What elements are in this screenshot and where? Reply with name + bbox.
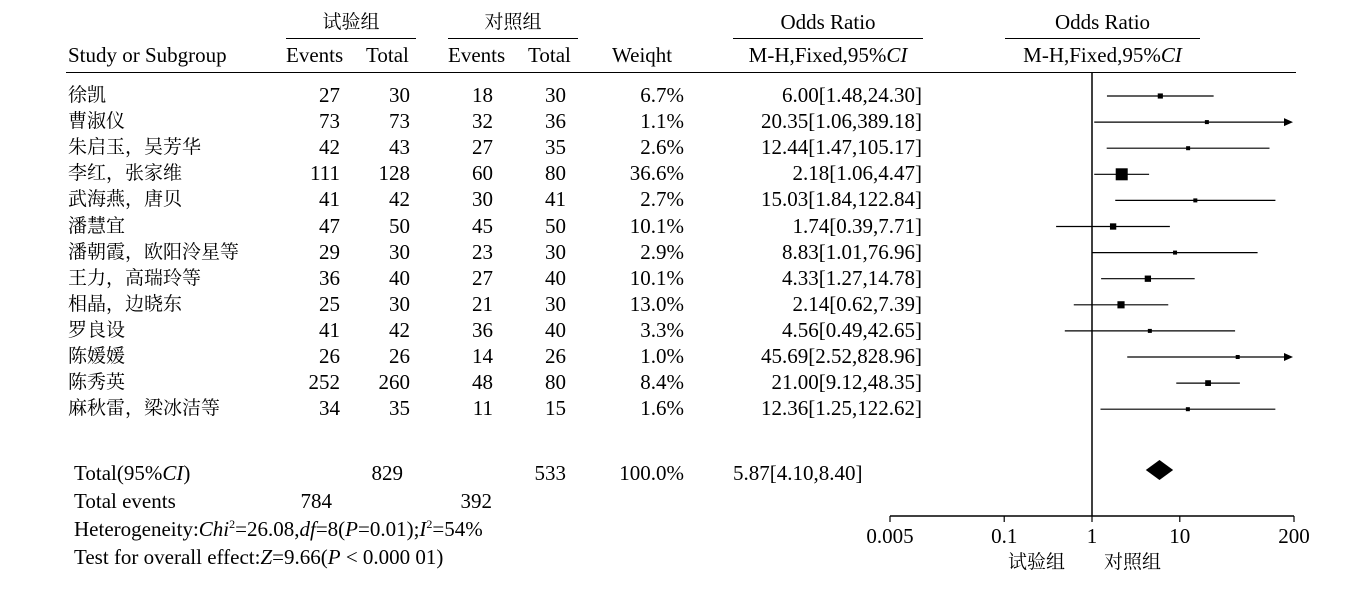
ctrl-total: 15 bbox=[545, 396, 566, 421]
ctrl-events: 30 bbox=[472, 187, 493, 212]
total-ctrl-total: 533 bbox=[534, 461, 566, 485]
study-name: 麻秋雷，梁冰洁等 bbox=[68, 397, 221, 420]
weight: 10.1% bbox=[629, 265, 684, 290]
exp-total: 42 bbox=[389, 187, 410, 212]
point-estimate bbox=[1205, 380, 1211, 386]
weight: 2.6% bbox=[640, 135, 684, 160]
exp-events: 41 bbox=[319, 317, 340, 342]
or-ci: 21.00[9.12,48.35] bbox=[771, 370, 922, 395]
total-exp-total: 829 bbox=[371, 461, 403, 485]
weight: 2.7% bbox=[640, 187, 684, 212]
ctrl-events: 18 bbox=[472, 83, 493, 107]
exp-total: 42 bbox=[389, 317, 410, 342]
x-axis-tick-label: 0.005 bbox=[866, 524, 914, 548]
ctrl-total: 36 bbox=[545, 109, 566, 134]
ctrl-events: 36 bbox=[472, 317, 493, 342]
or-ci: 12.36[1.25,122.62] bbox=[761, 396, 922, 421]
study-name: 朱启玉，吴芳华 bbox=[68, 136, 202, 159]
point-estimate bbox=[1186, 407, 1190, 411]
study-name: 武海燕，唐贝 bbox=[68, 188, 183, 211]
ci-arrow bbox=[1284, 353, 1293, 361]
or-ci: 8.83[1.01,76.96] bbox=[782, 239, 922, 264]
exp-total: 128 bbox=[378, 161, 410, 186]
or-ci: 20.35[1.06,389.18] bbox=[761, 109, 922, 134]
or-ci: 45.69[2.52,828.96] bbox=[761, 344, 922, 368]
ctrl-events: 11 bbox=[472, 396, 493, 421]
overall-effect-text: Test for overall effect:Z=9.66(P < 0.000 01) bbox=[74, 545, 444, 569]
point-estimate bbox=[1186, 146, 1190, 150]
ctrl-events: 27 bbox=[472, 135, 493, 160]
point-estimate bbox=[1173, 251, 1177, 255]
header-group-exp: 试验组 bbox=[322, 11, 380, 33]
weight: 1.0% bbox=[640, 344, 684, 368]
point-estimate bbox=[1117, 301, 1124, 308]
study-name: 李红，张家维 bbox=[68, 162, 183, 185]
point-estimate bbox=[1148, 329, 1152, 333]
ctrl-events: 48 bbox=[472, 370, 493, 395]
exp-total: 73 bbox=[389, 109, 410, 134]
exp-events: 26 bbox=[319, 344, 340, 368]
or-ci: 6.00[1.48,24.30] bbox=[782, 83, 922, 107]
study-name: 徐凯 bbox=[68, 84, 107, 106]
header-weight: Weiqht bbox=[612, 43, 673, 67]
total-weight: 100.0% bbox=[619, 461, 684, 485]
favours-ctrl-label: 对照组 bbox=[1104, 551, 1162, 573]
weight: 6.7% bbox=[640, 83, 684, 107]
ctrl-total: 26 bbox=[545, 344, 566, 368]
or-ci: 1.74[0.39,7.71] bbox=[792, 213, 922, 238]
exp-total: 50 bbox=[389, 213, 410, 238]
exp-events: 73 bbox=[319, 109, 340, 134]
exp-total: 30 bbox=[389, 291, 410, 316]
ctrl-total: 80 bbox=[545, 161, 566, 186]
header-ctrl-events: Events bbox=[448, 43, 506, 67]
point-estimate bbox=[1236, 355, 1240, 359]
x-axis-tick-label: 0.1 bbox=[991, 524, 1018, 548]
weight: 1.6% bbox=[640, 396, 684, 421]
heterogeneity-text: $Heterogeneity:Chi^2=26.08,df=8(P=0.01);I^2=54\%$ bbox=[74, 517, 483, 541]
point-estimate bbox=[1158, 93, 1163, 98]
total-label: Total(95%CI) bbox=[74, 461, 191, 485]
exp-total: 30 bbox=[389, 83, 410, 107]
header-study: Study or Subgroup bbox=[68, 43, 227, 67]
or-ci: 12.44[1.47,105.17] bbox=[761, 135, 922, 160]
or-ci: 2.14[0.62,7.39] bbox=[792, 291, 922, 316]
ctrl-total: 40 bbox=[545, 317, 566, 342]
total-events-ctrl: 392 bbox=[460, 489, 492, 513]
x-axis-tick-label: 10 bbox=[1169, 524, 1191, 548]
ctrl-total: 40 bbox=[545, 265, 566, 290]
exp-events: 27 bbox=[319, 83, 340, 107]
exp-total: 26 bbox=[389, 344, 410, 368]
or-ci: 2.18[1.06,4.47] bbox=[792, 161, 922, 186]
x-axis-tick-label: 1 bbox=[1086, 524, 1098, 548]
ctrl-total: 35 bbox=[545, 135, 566, 160]
study-name: 罗良设 bbox=[68, 318, 126, 341]
weight: 8.4% bbox=[640, 370, 684, 395]
ci-arrow bbox=[1284, 118, 1293, 126]
weight: 2.9% bbox=[640, 239, 684, 264]
or-ci: 4.56[0.49,42.65] bbox=[782, 317, 922, 342]
header-exp-total: Total bbox=[366, 43, 409, 67]
favours-exp-label: 试验组 bbox=[1008, 551, 1066, 573]
summary-diamond bbox=[1146, 460, 1173, 480]
ctrl-total: 30 bbox=[545, 291, 566, 316]
ctrl-events: 60 bbox=[472, 161, 493, 186]
weight: 1.1% bbox=[640, 109, 684, 134]
point-estimate bbox=[1193, 198, 1197, 202]
exp-events: 41 bbox=[319, 187, 340, 212]
ctrl-events: 45 bbox=[472, 213, 493, 238]
ctrl-events: 27 bbox=[472, 265, 493, 290]
ctrl-total: 80 bbox=[545, 370, 566, 395]
weight: 3.3% bbox=[640, 317, 684, 342]
header-exp-events: Events bbox=[286, 43, 344, 67]
point-estimate bbox=[1145, 276, 1151, 282]
exp-events: 47 bbox=[319, 213, 340, 238]
study-name: 王力，高瑞玲等 bbox=[68, 266, 202, 289]
point-estimate bbox=[1205, 120, 1209, 124]
weight: 10.1% bbox=[629, 213, 684, 238]
exp-total: 43 bbox=[389, 135, 410, 160]
header-ctrl-total: Total bbox=[528, 43, 571, 67]
exp-total: 260 bbox=[378, 370, 410, 395]
x-axis-tick-label: 200 bbox=[1278, 524, 1310, 548]
exp-events: 29 bbox=[319, 239, 340, 264]
ctrl-events: 21 bbox=[472, 291, 493, 316]
header-or-title: Odds Ratio bbox=[780, 10, 876, 34]
ctrl-total: 30 bbox=[545, 239, 566, 264]
total-events-label: Total events bbox=[74, 489, 176, 513]
study-name: 曹淑仪 bbox=[68, 110, 126, 133]
ctrl-total: 50 bbox=[545, 213, 566, 238]
study-name: 相晶，边晓东 bbox=[68, 292, 183, 315]
exp-total: 35 bbox=[389, 396, 410, 421]
study-name: 陈秀英 bbox=[68, 371, 126, 394]
ctrl-events: 14 bbox=[472, 344, 493, 368]
exp-events: 25 bbox=[319, 291, 340, 316]
study-name: 潘朝霞，欧阳泠星等 bbox=[68, 240, 240, 263]
study-name: 陈媛媛 bbox=[68, 345, 126, 367]
header-or-method: M-H,Fixed,95%CI bbox=[748, 43, 908, 67]
exp-events: 111 bbox=[310, 161, 340, 186]
header-plot-title: Odds Ratio bbox=[1054, 10, 1151, 34]
header-group-ctrl: 对照组 bbox=[484, 11, 542, 33]
or-ci: 4.33[1.27,14.78] bbox=[782, 265, 922, 290]
exp-events: 252 bbox=[308, 370, 340, 395]
exp-total: 30 bbox=[389, 239, 410, 264]
weight: 36.6% bbox=[629, 161, 684, 186]
ctrl-events: 32 bbox=[472, 109, 493, 134]
ctrl-events: 23 bbox=[472, 239, 493, 264]
exp-events: 36 bbox=[319, 265, 340, 290]
point-estimate bbox=[1116, 168, 1128, 180]
total-events-exp: 784 bbox=[300, 489, 332, 513]
or-ci: 15.03[1.84,122.84] bbox=[761, 187, 922, 212]
exp-total: 40 bbox=[389, 265, 410, 290]
point-estimate bbox=[1110, 223, 1116, 229]
ctrl-total: 41 bbox=[545, 187, 566, 212]
total-or-value: 5.87[4.10,8.40] bbox=[733, 461, 863, 485]
ctrl-total: 30 bbox=[545, 83, 566, 107]
exp-events: 42 bbox=[319, 135, 340, 160]
weight: 13.0% bbox=[629, 291, 684, 316]
study-name: 潘慧宜 bbox=[68, 214, 126, 237]
header-plot-method: M-H,Fixed,95%CI bbox=[1023, 43, 1182, 67]
exp-events: 34 bbox=[319, 396, 340, 421]
